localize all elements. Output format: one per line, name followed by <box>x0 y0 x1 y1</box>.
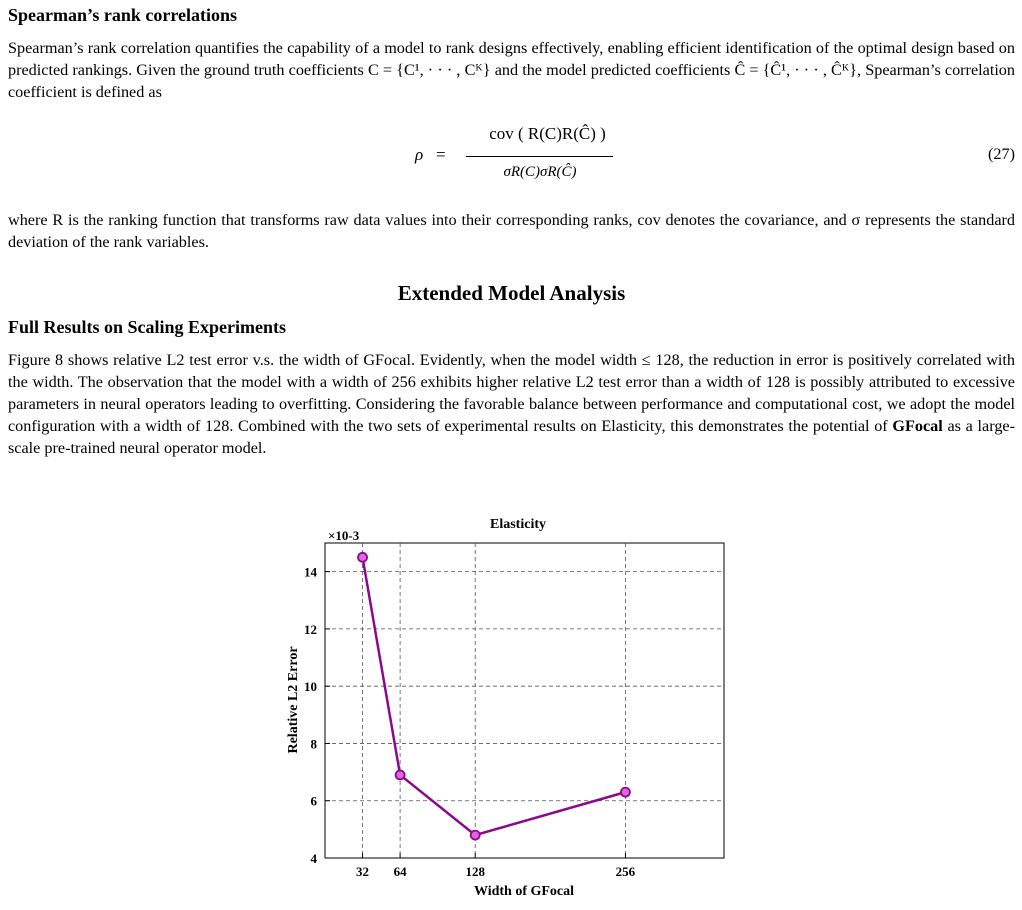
equation-equals: = <box>436 145 446 164</box>
y-tick-label: 10 <box>304 679 317 695</box>
x-tick-label: 64 <box>393 864 407 879</box>
y-axis-label: Relative L2 Error <box>286 646 301 754</box>
y-axis-multiplier: ×10-3 <box>328 528 360 543</box>
data-point-marker <box>621 788 630 797</box>
paragraph-spearman: Spearman’s rank correlation quantifies the capability of a model to rank designs effectively, enabling efficient identification of the optimal design based on predicted rankings. Given the ground truth coefficients C = {C¹, · · · , Cᴷ} and the model predicted coefficients Ĉ = {Ĉ¹, · · · , Ĉᴷ}, Spearman’s correlation coefficient is defined as <box>8 39 1015 101</box>
paragraph-scaling <box>8 349 1015 459</box>
y-tick-label: 14 <box>304 564 317 580</box>
equation-27 <box>8 124 1015 194</box>
equation-fraction-bar <box>466 156 613 157</box>
elasticity-line-chart <box>278 510 738 905</box>
y-tick-label: 6 <box>310 793 317 809</box>
paragraph-scaling-text: Figure 8 shows relative L2 test error v.s. the width of GFocal. Evidently, when the model width ≤ 128, the reduction in error is positively correlated with the width. The observation that the model with a width of 256 exhibits higher relative L2 test error than a width of 128 is possibly attributed to excessive parameters in neural operators leading to overfitting. Considering the favorable balance between performance and computational cost, we adopt the model configuration with a width of 128. Combined with the two sets of experimental results on Elasticity, this demonstrates the potential of <box>8 351 1015 435</box>
y-tick-label: 4 <box>310 851 317 866</box>
section-heading-extended: Extended Model Analysis <box>397 281 626 305</box>
equation-lhs: ρ <box>415 145 424 164</box>
figure-elasticity <box>278 510 738 905</box>
section-heading-spearman: Spearman’s rank correlations <box>8 5 237 25</box>
data-point-marker <box>358 553 367 562</box>
paragraph-scaling-text-end: as a large-scale pre-trained neural operator model. <box>8 417 1015 457</box>
subsection-heading-scaling: Full Results on Scaling Experiments <box>8 317 287 337</box>
equation-denominator: σR(C)σR(Ĉ) <box>503 164 577 180</box>
chart-title: Elasticity <box>490 517 546 532</box>
x-tick-label: 128 <box>465 864 485 879</box>
paragraph-spearman-definitions: where R is the ranking function that transforms raw data values into their corresponding ranks, cov denotes the covariance, and σ represents the standard deviation of the rank variables. <box>8 211 1015 251</box>
y-tick-label: 12 <box>304 621 317 637</box>
equation-number: (27) <box>988 145 1015 163</box>
equation-numerator: cov ( R(C)R(Ĉ) ) <box>489 124 606 143</box>
x-tick-label: 32 <box>356 864 370 879</box>
x-tick-label: 256 <box>615 864 636 879</box>
plot-area <box>325 543 724 858</box>
data-point-marker <box>396 770 405 779</box>
y-tick-label: 8 <box>310 736 317 752</box>
paragraph-scaling-model-name: GFocal <box>892 417 943 435</box>
data-point-marker <box>471 831 480 840</box>
x-axis-label: Width of GFocal <box>473 884 575 899</box>
